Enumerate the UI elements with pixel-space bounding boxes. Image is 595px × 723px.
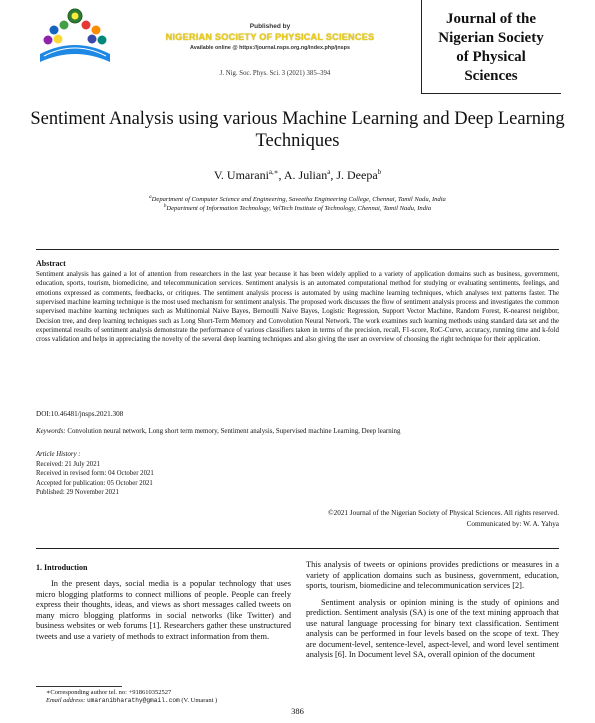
history-item: Received in revised form: 04 October 2021 bbox=[36, 470, 154, 477]
journal-title-line: Nigerian Society bbox=[438, 30, 544, 46]
journal-title-line: Journal of the bbox=[446, 11, 536, 27]
history-item: Published: 29 November 2021 bbox=[36, 489, 119, 496]
author-list: V. Umarani$^{a,∗}$, A. Julian$^a$, J. Deepa$^b$ bbox=[213, 168, 382, 182]
communicated-by: Communicated by: W. A. Yahya bbox=[466, 520, 559, 528]
corresponding-author-note: ∗Corresponding author tel. no: +918610352527 bbox=[46, 689, 172, 696]
available-online-link[interactable]: Available online @ https://journal.nsps.org.ng/index.php/jnsps bbox=[190, 45, 350, 51]
author-affiliation-mark: a bbox=[327, 168, 331, 176]
author-name: J. Deepa bbox=[336, 168, 378, 182]
history-item: Received: 21 July 2021 bbox=[36, 461, 100, 468]
keywords-text: Convolution neural network, Long short term memory, Sentiment analysis, Supervised machine Learning, Deep learning bbox=[67, 428, 401, 435]
affiliation-mark: a bbox=[149, 195, 152, 200]
history-item: Accepted for publication: 05 October 2021 bbox=[36, 480, 153, 487]
society-logo bbox=[34, 6, 116, 68]
left-column-text bbox=[36, 579, 291, 642]
article-history-label: Article History : bbox=[36, 451, 81, 458]
affiliation-mark: b bbox=[163, 204, 167, 209]
journal-title bbox=[422, 10, 560, 86]
journal-title-line: Sciences bbox=[464, 68, 518, 84]
right-column-text bbox=[306, 560, 559, 667]
abstract-heading: Abstract bbox=[36, 259, 66, 268]
journal-citation: J. Nig. Soc. Phys. Sci. 3 (2021) 385–394 bbox=[219, 70, 331, 77]
journal-title-line: of Physical bbox=[456, 49, 526, 65]
affiliation-text: Department of Information Technology, VelTech Institute of Technology, Chennai, Tamil Nadu, India bbox=[166, 205, 432, 213]
affiliation bbox=[30, 204, 565, 212]
footnote-divider bbox=[36, 686, 122, 687]
paragraph: Sentiment analysis or opinion mining is the study of opinions and prediction. Sentiment analysis (SA) is one of the text mining approach that use natural language processing for binary text classification. Sentiment analysis can be performed in four levels based on the scope of text. They are document-level, sentence-level, aspect-level, and word level sentiment analysis [6]. In Document level SA, overall opinion of the document bbox=[306, 597, 559, 660]
affiliation bbox=[30, 195, 565, 203]
section-heading: 1. Introduction bbox=[36, 563, 88, 572]
published-by: Published by bbox=[249, 23, 291, 30]
publisher-name: NIGERIAN SOCIETY OF PHYSICAL SCIENCES bbox=[165, 32, 375, 42]
paper-title: Sentiment Analysis using various Machine Learning and Deep Learning Techniques bbox=[30, 109, 565, 151]
copyright: ©2021 Journal of the Nigerian Society of Physical Sciences. All rights reserved. bbox=[328, 509, 559, 517]
author-affiliation-mark: b bbox=[377, 168, 382, 176]
paragraph: In the present days, social media is a popular technology that uses micro blogging platforms to connect millions of people. People can freely express their thoughts, ideas, and views as short messages called tweets on many micro blogging platforms in social networks (like Twitter) and business websites or web forums [1]. Researchers gather these unstructured tweets and use a variety of methods to extract information from them. bbox=[36, 579, 291, 641]
page-number: 386 bbox=[291, 706, 304, 716]
author-affiliation-mark: a,∗ bbox=[268, 168, 279, 176]
keywords bbox=[36, 428, 559, 435]
author-name: A. Julian bbox=[283, 168, 328, 182]
email-footnote bbox=[46, 697, 217, 704]
abstract-text: Sentiment analysis has gained a lot of attention from researchers in the last year because it has been widely applied to a variety of application domains such as business, government, education, sports, tourism, biomedicine, and telecommunication services. Sentiment analysis is an automated computational method for studying or evaluating sentiments, feelings, and emotions expressed as comments, feedbacks, or critiques. The sentiment analysis process is automated by using machine learning techniques, which analyses text patterns faster. The supervised machine learning technique is the most used mechanism for sentiment analysis. The proposed work discusses the flow of sentiment analysis process and investigates the common supervised machine learning techniques such as Multinomial Naive Bayes, Bernoulli Naive Bayes, Logistic Regression, Support Vector Machine, Random Forest, K-nearest neighbor, Decision tree, and deep learning techniques such as Long Short-Term Memory and Convolution Neural Network. The work examines such learning methods using standard data set and the experimental results of sentiment analysis demonstrate the performance of various classifiers taken in terms of the precision, recall, F1-score, RoC-Curve, accuracy, running time and k-fold cross validation and helps in appreciating the novelty of the several deep learning techniques and also giving the user an overview of choosing the right technique for their application. bbox=[36, 271, 559, 344]
email-owner: (V. Umarani ) bbox=[181, 697, 218, 704]
affiliation-text: Department of Computer Science and Engineering, Saveetha Engineering College, Chennai, Tamil Nadu, India bbox=[151, 196, 446, 204]
email-label: Email address: bbox=[46, 697, 86, 704]
email-address[interactable]: umaranibharathy@gmail.com bbox=[86, 697, 180, 704]
keywords-label: Keywords: bbox=[36, 428, 66, 435]
doi-link[interactable]: DOI:10.46481/jnsps.2021.308 bbox=[36, 410, 124, 418]
divider bbox=[36, 548, 559, 549]
divider bbox=[36, 249, 559, 250]
paragraph: This analysis of tweets or opinions provides predictions or measures in a variety of application domains such as business, government, education, sports, tourism, biomedicine and telecommunication services [2]. bbox=[306, 560, 559, 591]
author-name: V. Umarani bbox=[213, 168, 269, 182]
